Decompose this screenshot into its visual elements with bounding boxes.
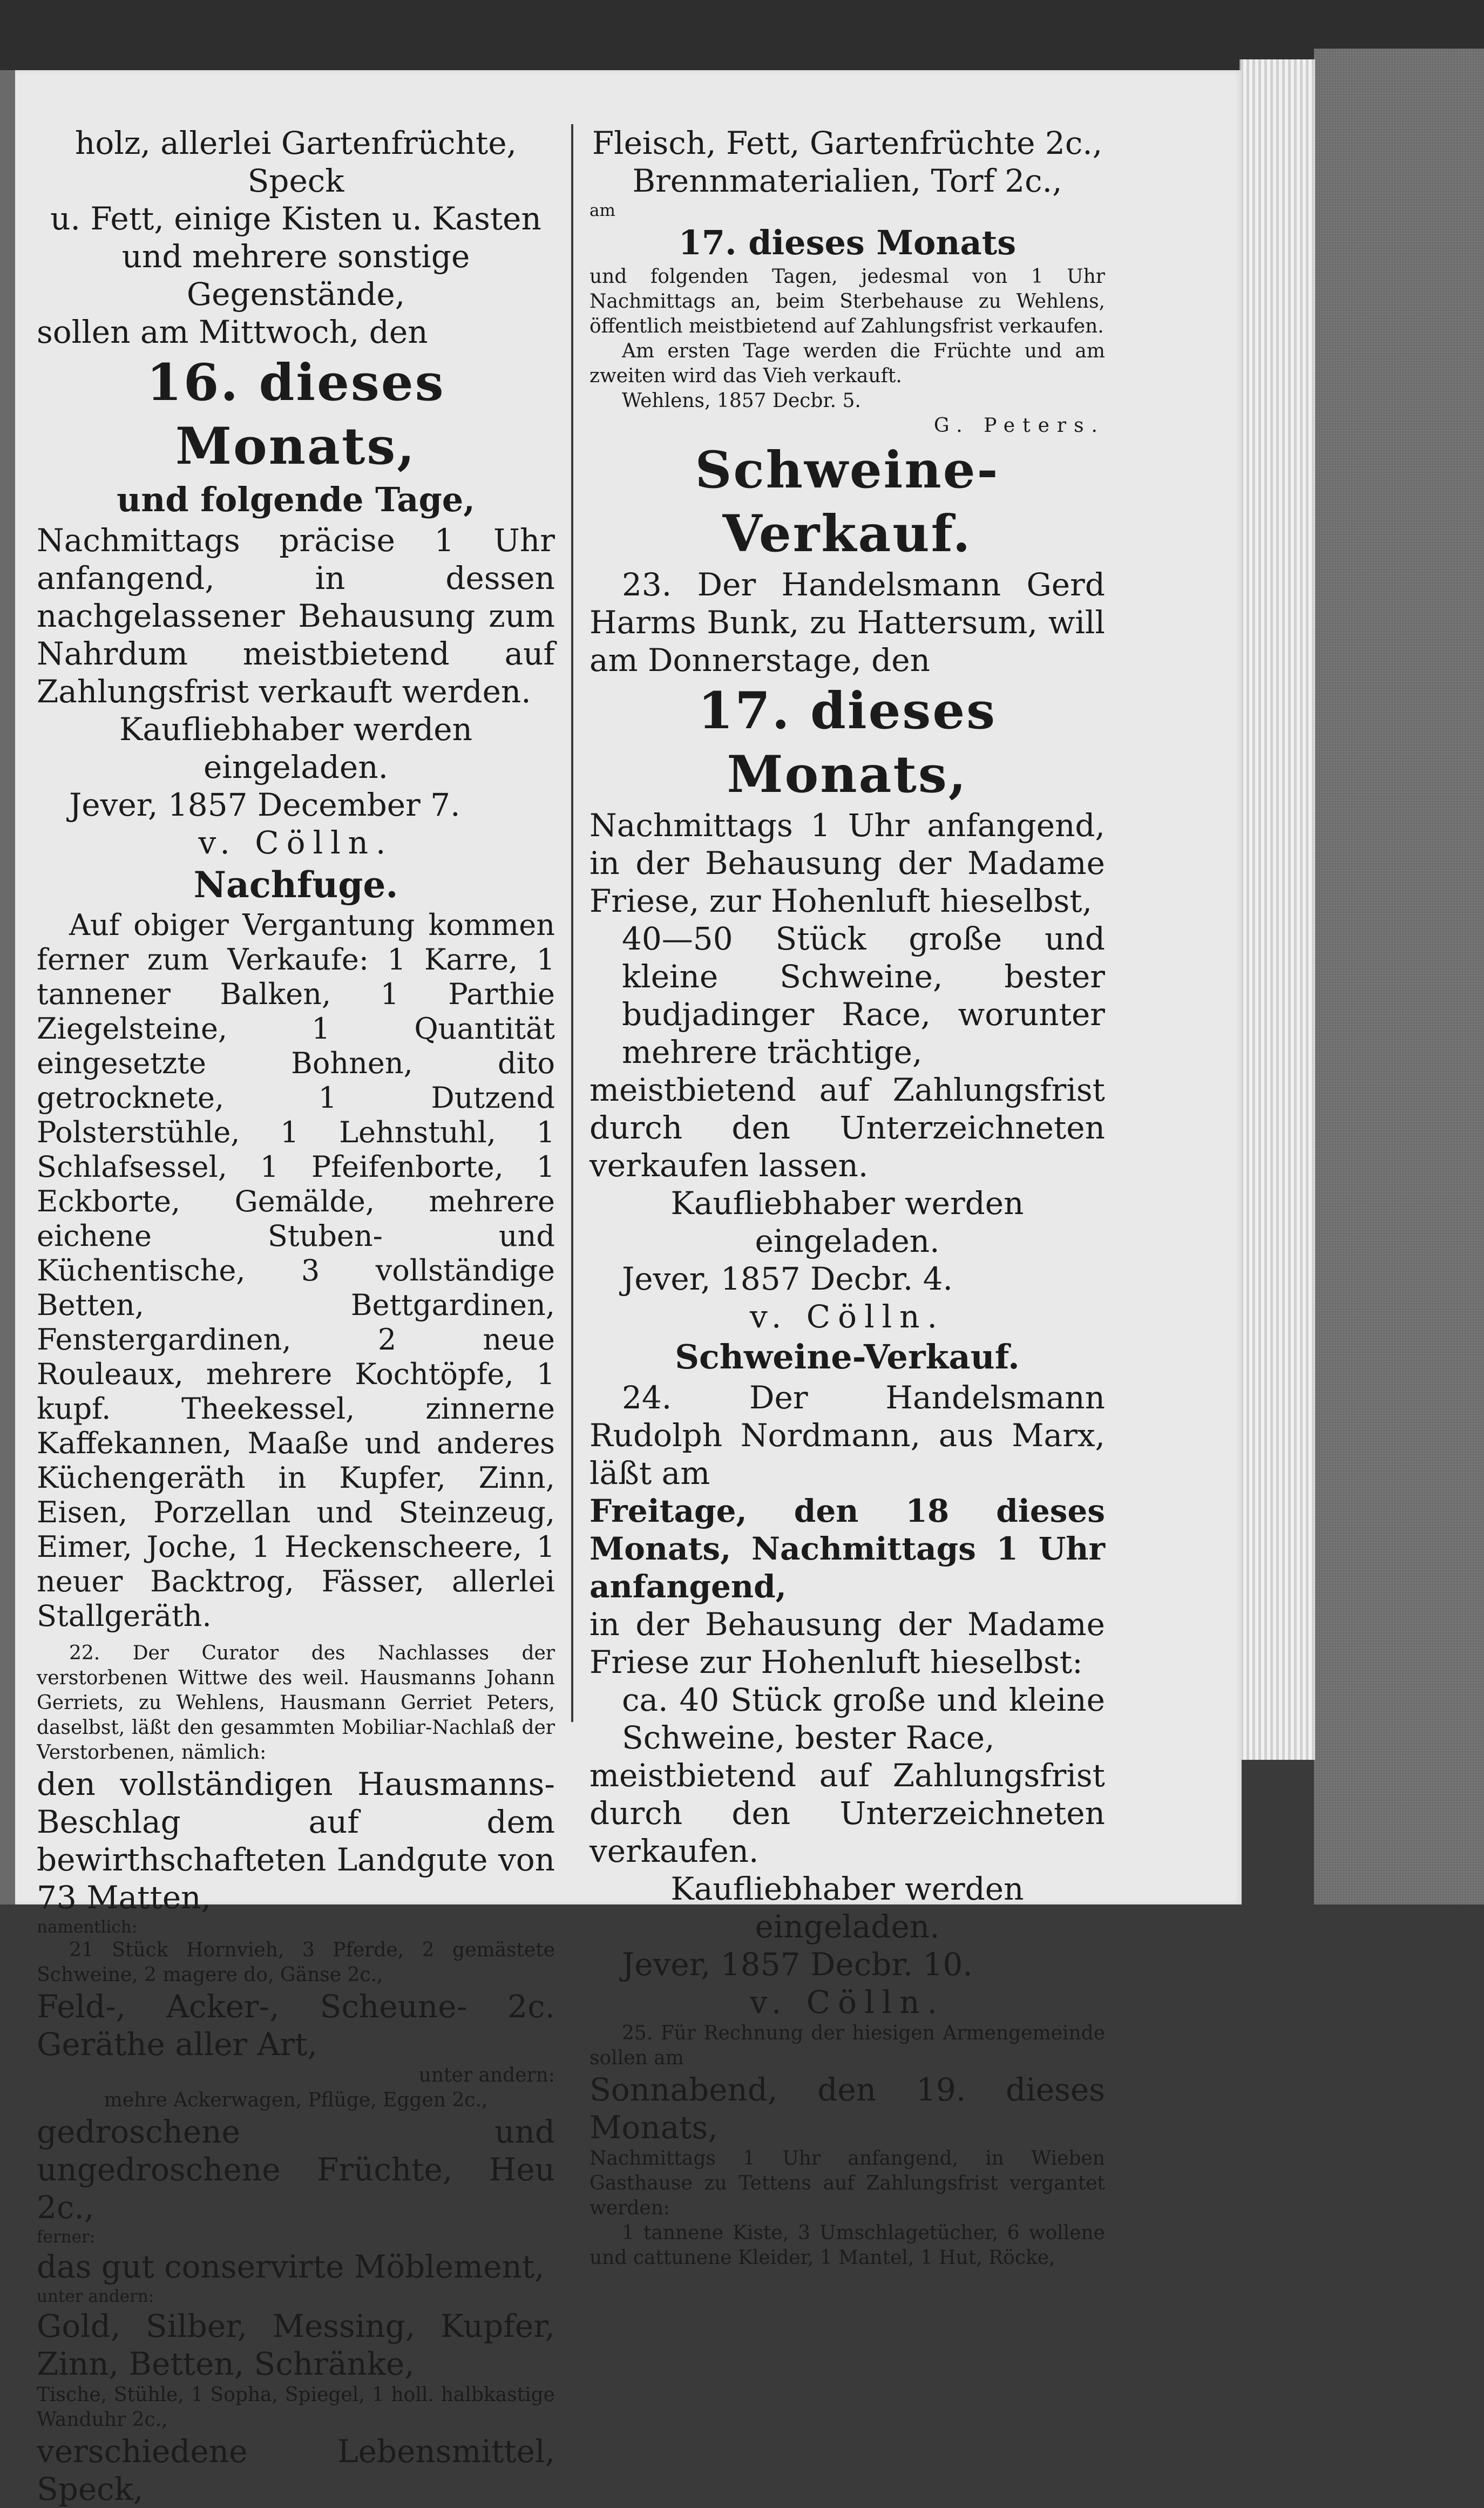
item-23-goods: 40—50 Stück große und kleine Schweine, bester budjadinger Race, worunter mehrere trächtige, [622, 920, 1105, 1070]
item-23-invite: Kaufliebhaber werden eingeladen. [670, 1185, 1024, 1259]
signature: v. Cölln. [198, 824, 394, 861]
body-text: Nachmittags präcise 1 Uhr anfangend, in dessen nachgelassener Behausung zum Nahrdum meistbietend auf Zahlungsfrist verkauft werden. [37, 522, 555, 710]
date-heading: 17. dieses Monats [678, 223, 1017, 262]
section-title: Schweine-Verkauf. [675, 1337, 1020, 1377]
item-23-date: 17. dieses Monats, [697, 681, 997, 804]
left-column [37, 124, 555, 2508]
body-text: und folgenden Tagen, jedesmal von 1 Uhr Nachmittags an, beim Sterbehause zu Wehlens, öffentlich meistbietend auf Zahlungsfrist verkaufen. [589, 266, 1105, 337]
right-column [589, 124, 1105, 2270]
item-22-cattle: 21 Stück Hornvieh, 3 Pferde, 2 gemästete Schweine, 2 magere do, Gänse 2c., [37, 1939, 555, 1986]
item-23-intro: 23. Der Handelsmann Gerd Harms Bunk, zu Hattersum, will am Donnerstage, den [589, 566, 1105, 679]
item-25-intro: 25. Für Rechnung der hiesigen Armengemeinde sollen am [589, 2022, 1105, 2069]
item-22-wagons: mehre Ackerwagen, Pflüge, Eggen 2c., [104, 2089, 488, 2111]
item-24-body: in der Behausung der Madame Friese zur Hohenluft hieselbst: [589, 1606, 1105, 1680]
signature: G. Peters. [933, 415, 1105, 437]
item-24-place: Jever, 1857 Decbr. 10. [622, 1946, 973, 1983]
note-text: Am ersten Tage werden die Früchte und am zweiten wird das Vieh verkauft. [589, 340, 1105, 387]
item-22-last: verschiedene Lebensmittel, Speck, [37, 2433, 555, 2507]
item-22-namentlich: namentlich: [37, 1917, 138, 1937]
sub-heading: und folgende Tage, [117, 480, 475, 519]
page-stack-edge [1239, 59, 1315, 1760]
item-22-moebel: das gut conservirte Möblement, [37, 2248, 545, 2285]
item-22-fruits: gedroschene und ungedroschene Früchte, Heu 2c., [37, 2113, 555, 2226]
item-23-place: Jever, 1857 Decbr. 4. [622, 1260, 953, 1297]
binding-gutter [0, 70, 15, 1904]
book-cover [1314, 49, 1484, 1904]
item-22-unter: unter andern: [418, 2064, 555, 2086]
column-divider [571, 124, 573, 1722]
item-24-invite: Kaufliebhaber werden eingeladen. [670, 1870, 1024, 1945]
am-label: am [589, 201, 615, 220]
item-22-main: den vollständigen Hausmanns-Beschlag auf dem bewirthschafteten Landgute von 73 Matten, [37, 1766, 555, 1916]
item-23-body: Nachmittags 1 Uhr anfangend, in der Behausung der Madame Friese, zur Hohenluft hieselbst, [589, 807, 1105, 919]
place-date: Wehlens, 1857 Decbr. 5. [622, 390, 861, 412]
item-24-signature: v. Cölln. [750, 1984, 945, 2021]
item-24-end: meistbietend auf Zahlungsfrist durch den Unterzeichneten verkaufen. [589, 1757, 1105, 1869]
place-date: Jever, 1857 December 7. [69, 787, 460, 823]
item-22-tools: Feld-, Acker-, Scheune- 2c. Geräthe aller Art, [37, 1988, 555, 2063]
item-24-goods: ca. 40 Stück große und kleine Schweine, bester Race, [622, 1682, 1105, 1756]
nachfuge-title: Nachfuge. [193, 864, 398, 906]
item-22-unter2: unter andern: [37, 2287, 154, 2306]
invite-text: Kaufliebhaber werden eingeladen. [119, 711, 472, 785]
item-25-date: Sonnabend, den 19. dieses Monats, [589, 2071, 1105, 2146]
date-heading: 16. dieses Monats, [146, 353, 445, 476]
text-line: und mehrere sonstige Gegenstände, [121, 238, 470, 313]
text-line: holz, allerlei Gartenfrüchte, Speck [75, 125, 517, 199]
text-line: Fleisch, Fett, Gartenfrüchte 2c., [592, 125, 1103, 161]
text-line: Brennmaterialien, Torf 2c., [632, 162, 1062, 199]
item-25-body: Nachmittags 1 Uhr anfangend, in Wieben Gasthause zu Tettens auf Zahlungsfrist vergantet werden: [589, 2147, 1105, 2219]
item-22-ferner: ferner: [37, 2227, 96, 2247]
item-24-intro: 24. Der Handelsmann Rudolph Nordmann, aus Marx, läßt am [589, 1379, 1105, 1492]
item-25-items: 1 tannene Kiste, 3 Umschlagetücher, 6 wollene und cattunene Kleider, 1 Mantel, 1 Hut, Röcke, [589, 2222, 1105, 2269]
text-line: sollen am Mittwoch, den [37, 314, 428, 350]
section-title: Schweine-Verkauf. [695, 440, 1000, 564]
item-23-signature: v. Cölln. [750, 1298, 945, 1335]
item-24-day: Freitage, den 18 dieses Monats, Nachmittags 1 Uhr anfangend, [589, 1493, 1105, 1605]
nachfuge-body: Auf obiger Vergantung kommen ferner zum Verkaufe: 1 Karre, 1 tannener Balken, 1 Parthie Ziegelsteine, 1 Quantität eingesetzte Bohnen, dito getrocknete, 1 Dutzend Polsterstühle, 1 Lehnstuhl, 1 Schlafsessel, 1 Pfeifenborte, 1 Eckborte, Gemälde, mehrere eichene Stuben- und Küchentische, 3 vollständige Betten, Bettgardinen, Fenstergardinen, 2 neue Rouleaux, mehrere Kochtöpfe, 1 kupf. Theekessel, zinnerne Kaffekannen, Maaße und anderes Küchengeräth in Kupfer, Zinn, Eisen, Porzellan und Steinzeug, Eimer, Joche, 1 Heckenscheere, 1 neuer Backtrog, Fässer, allerlei Stallgeräth. [37, 908, 555, 1633]
item-22-gold: Gold, Silber, Messing, Kupfer, Zinn, Betten, Schränke, [37, 2308, 555, 2382]
text-line: u. Fett, einige Kisten u. Kasten [50, 200, 541, 237]
item-22-intro: 22. Der Curator des Nachlasses der verstorbenen Wittwe des weil. Hausmanns Johann Gerriets, zu Wehlens, Hausmann Gerriet Peters, daselbst, läßt den gesammten Mobiliar-Nachlaß der Verstorbenen, nämlich: [37, 1642, 555, 1764]
item-23-end: meistbietend auf Zahlungsfrist durch den Unterzeichneten verkaufen lassen. [589, 1072, 1105, 1184]
item-22-small: Tische, Stühle, 1 Sopha, Spiegel, 1 holl. halbkastige Wanduhr 2c., [37, 2384, 555, 2431]
